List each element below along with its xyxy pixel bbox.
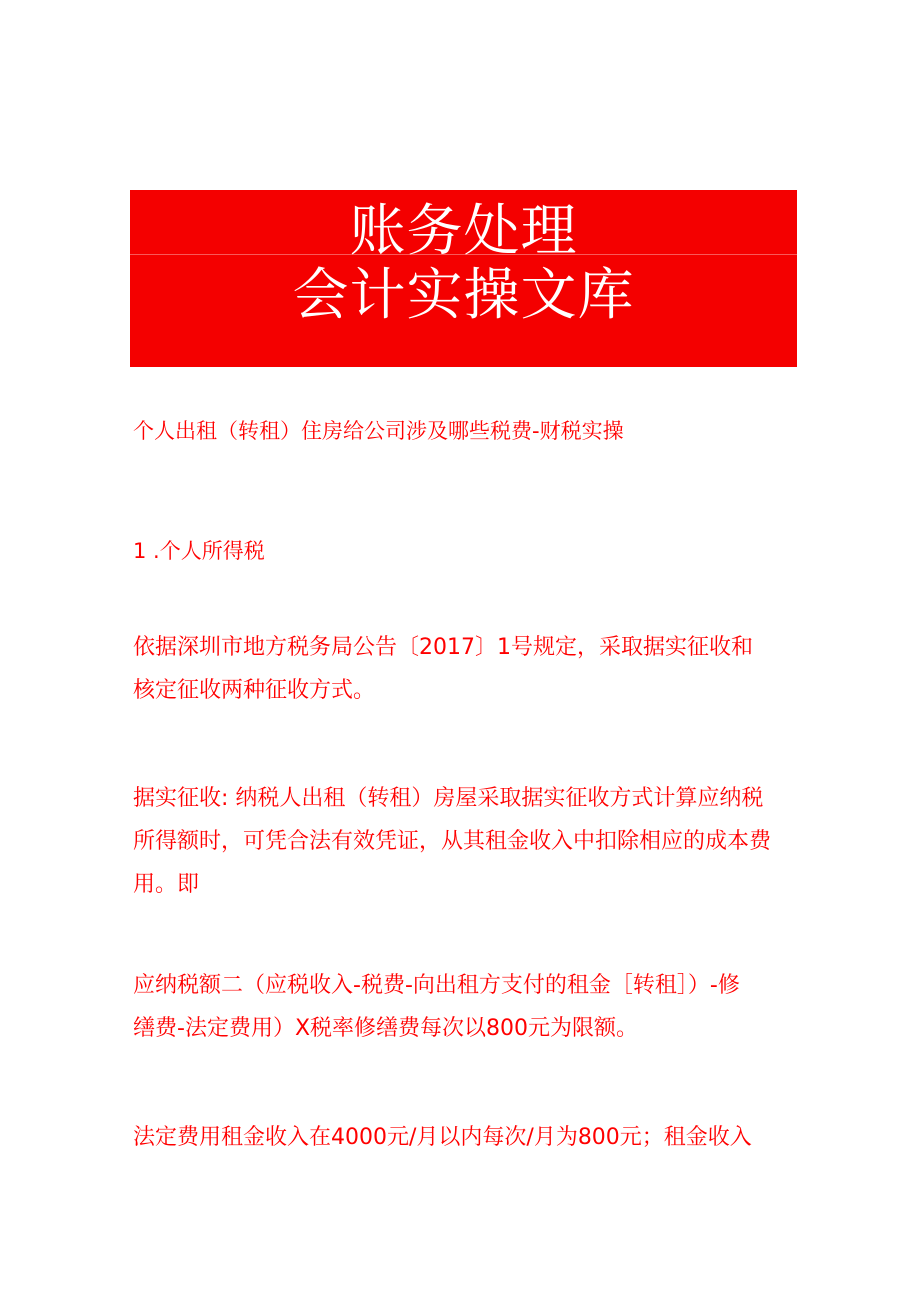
banner-title: 账务处理 <box>349 199 578 264</box>
paragraph <box>133 1116 795 1159</box>
paragraph-line: 据实征收: 纳税人出租（转租）房屋采取据实征收方式计算应纳税 <box>133 786 764 811</box>
header-banner <box>130 190 797 367</box>
paragraph-line: 用。即 <box>133 872 200 897</box>
paragraph-line: 核定征收两种征收方式。 <box>133 678 376 703</box>
banner-subtitle: 会计实操文库 <box>292 263 635 328</box>
paragraph-line: 缮费-法定费用）X税率修缮费每次以800元为限额。 <box>133 1016 639 1041</box>
paragraph-line: 法定费用租金收入在4000元/月以内每次/月为800元；租金收入 <box>133 1125 752 1150</box>
paragraph-line: 所得额时，可凭合法有效凭证，从其租金收入中扣除相应的成本费 <box>133 829 772 854</box>
banner-divider <box>130 254 797 255</box>
document-title: 个人出租（转租）住房给公司涉及哪些税费-财税实操 <box>133 419 624 443</box>
paragraph-line: 应纳税额二（应税收入-税费-向出租方支付的租金［转租］）-修 <box>133 973 740 998</box>
paragraph-line: 依据深圳市地方税务局公告〔2017〕1号规定，采取据实征收和 <box>133 635 753 660</box>
paragraph <box>133 777 795 906</box>
section-heading: 1 .个人所得税 <box>133 539 265 563</box>
paragraph <box>133 964 795 1050</box>
paragraph <box>133 626 795 712</box>
